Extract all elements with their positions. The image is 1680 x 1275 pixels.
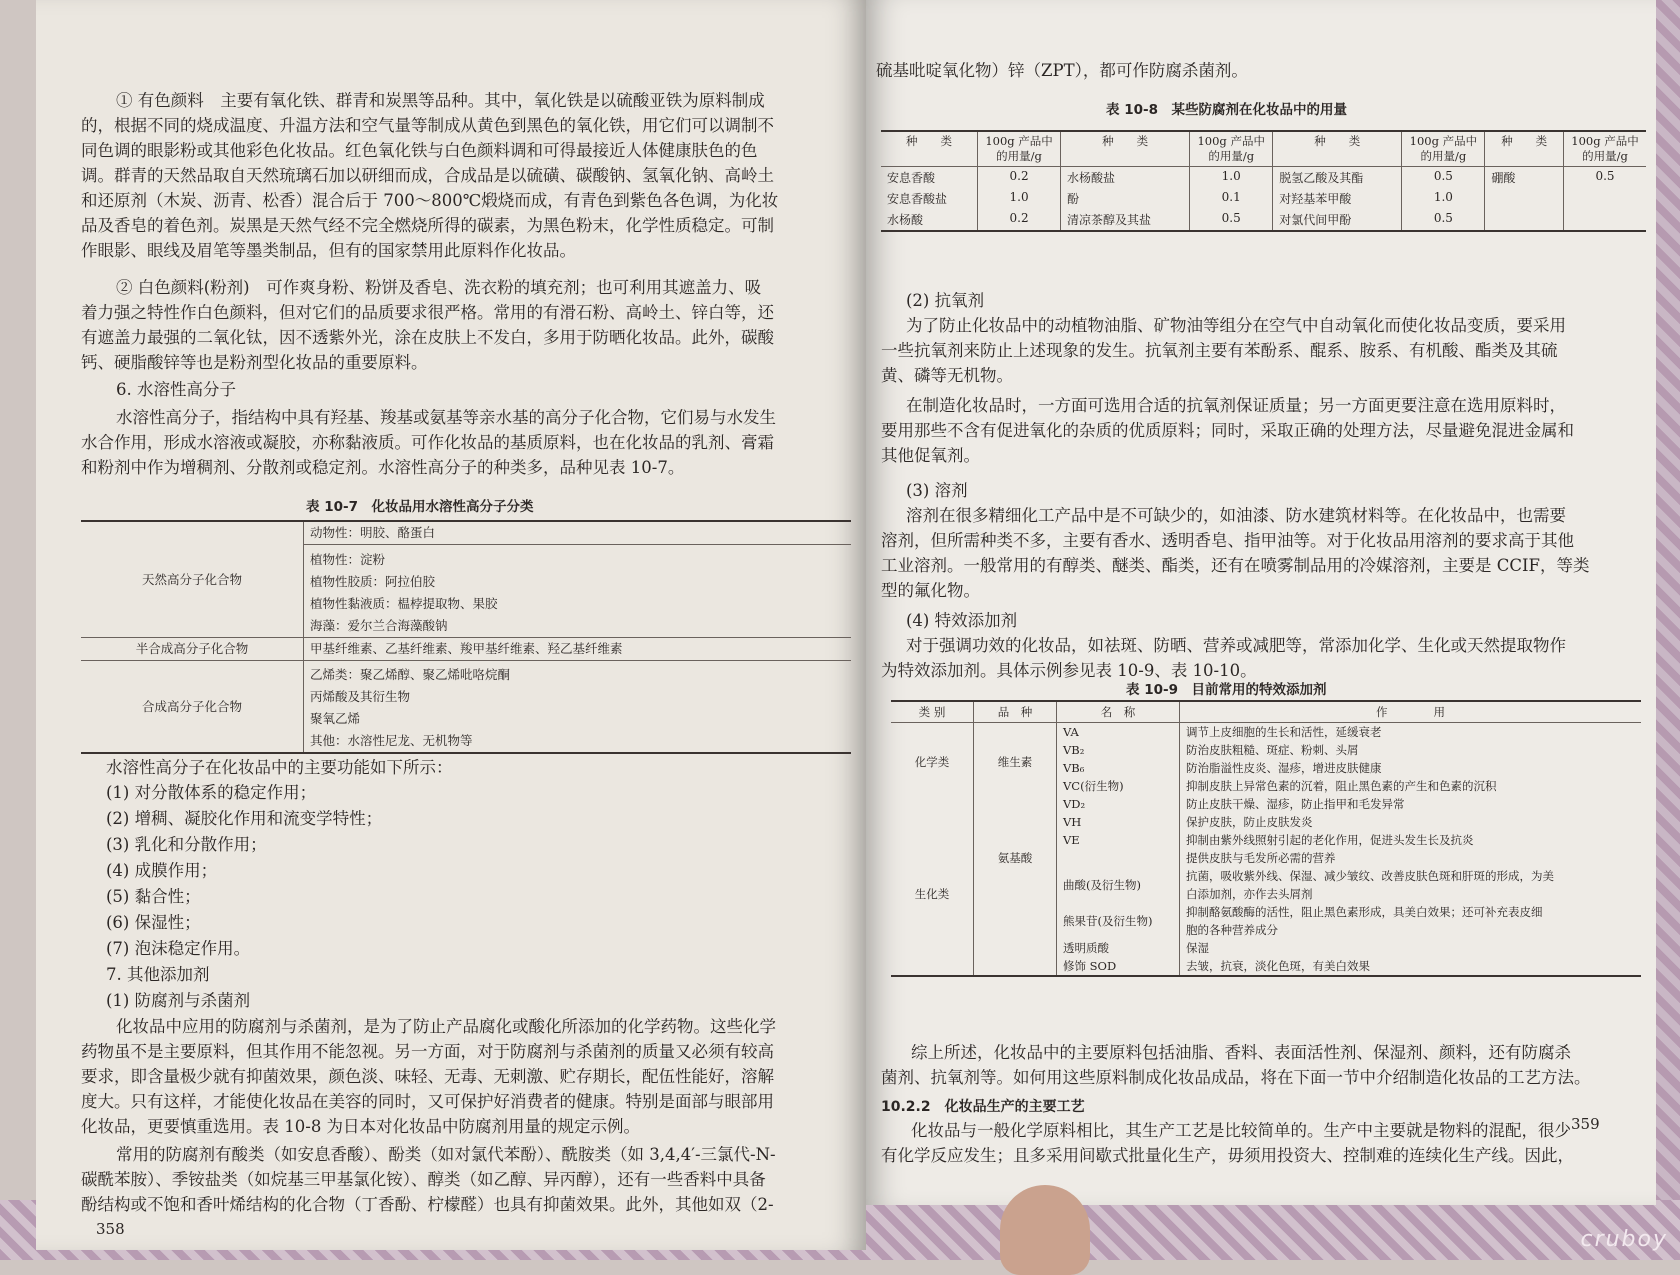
list-item: (7) 泡沫稳定作用。 xyxy=(106,939,251,958)
text-line: ① 有色颜料 主要有氧化铁、群青和炭黑等品种。其中，氧化铁是以硫酸亚铁为原料制成 xyxy=(116,91,765,110)
text-line: 碳酰苯胺）、季铵盐类（如烷基三甲基氯化铵）、醇类（如乙醇、异丙醇），还有一些香料中具备 xyxy=(81,1170,766,1189)
text-line: 常用的防腐剂有酸类（如安息香酸）、酚类（如对氯代苯酚）、酰胺类（如 3,4,4′-三氯代-N- xyxy=(116,1145,776,1164)
table-cell: 合成高分子化合物 xyxy=(81,661,304,754)
table-cell: 氨基酸 xyxy=(974,849,1057,867)
text-line: 着力强之特性作白色颜料，但对它们的品质要求很严格。常用的有滑石粉、高岭土、锌白等，还 xyxy=(81,303,774,322)
table-10-7-caption: 表 10-7 化妆品用水溶性高分子分类 xyxy=(306,499,534,515)
text-line: 菌剂、抗氧剂等。如何用这些原料制成化妆品成品，将在下面一节中介绍制造化妆品的工艺方法。 xyxy=(881,1068,1591,1087)
table-header: 种 类 xyxy=(1485,131,1564,167)
table-cell xyxy=(1564,209,1647,231)
page-number: 358 xyxy=(96,1220,125,1238)
table-cell: 维生素 xyxy=(974,723,1057,850)
text-line: 型的氟化物。 xyxy=(881,581,980,600)
table-row xyxy=(891,849,1641,867)
table-10-7 xyxy=(81,520,851,754)
table-cell: 半合成高分子化合物 xyxy=(81,638,304,661)
text-line: 一些抗氧剂来防止上述现象的发生。抗氧剂主要有苯酚系、醌系、胺系、有机酸、酯类及其硫 xyxy=(881,341,1558,360)
table-cell: 天然高分子化合物 xyxy=(81,521,304,638)
text-line: 化妆品中应用的防腐剂与杀菌剂，是为了防止产品腐化或酸化所添加的化学药物。这些化学 xyxy=(116,1017,776,1036)
table-cell xyxy=(974,867,1057,976)
subsection-heading: (1) 防腐剂与杀菌剂 xyxy=(106,991,251,1010)
list-item: (1) 对分散体系的稳定作用； xyxy=(106,783,317,802)
table-cell: 植物性黏液质：榅桲提取物、果胶 xyxy=(310,596,498,611)
table-cell: 安息香酸 xyxy=(881,167,978,189)
text-line: 度大。只有这样，才能使化妆品在美容的同时，又可保护好消费者的健康。特别是面部与眼部用 xyxy=(81,1092,774,1111)
table-cell: 保护皮肤，防止皮肤发炎 xyxy=(1186,815,1313,829)
table-cell: 0.1 xyxy=(1190,188,1273,209)
table-cell: VE xyxy=(1057,831,1180,849)
table-cell: VH xyxy=(1057,813,1180,831)
table-cell: 植物性：淀粉 xyxy=(310,552,386,567)
text-line: 水溶性高分子，指结构中具有羟基、羧基或氨基等亲水基的高分子化合物，它们易与水发生 xyxy=(116,408,776,427)
left-page xyxy=(36,0,866,1250)
table-10-8-caption: 表 10-8 某些防腐剂在化妆品中的用量 xyxy=(1106,102,1347,118)
table-header: 100g 产品中的用量/g xyxy=(1190,131,1273,167)
table-cell: 化学类 xyxy=(891,723,974,868)
table-row xyxy=(881,188,1646,209)
table-header: 100g 产品中的用量/g xyxy=(1564,131,1647,167)
table-header: 品 种 xyxy=(974,701,1057,723)
text-line: 作眼影、眼线及眉笔等墨类制品，但有的国家禁用此原料作化妆品。 xyxy=(81,241,576,260)
table-cell xyxy=(1057,849,1180,867)
table-cell: 1.0 xyxy=(1402,188,1485,209)
table-10-9-caption: 表 10-9 目前常用的特效添加剂 xyxy=(1126,682,1327,698)
table-cell: 曲酸(及衍生物) xyxy=(1057,867,1180,903)
table-header: 类 别 xyxy=(891,701,974,723)
thumb xyxy=(1000,1185,1090,1275)
text-line: 有遮盖力最强的二氧化钛，因不透紫外光，涂在皮肤上不发白，多用于防晒化妆品。此外，碳酸 xyxy=(81,328,774,347)
text-line: 药物虽不是主要原料，但其作用不能忽视。另一方面，对于防腐剂与杀菌剂的质量又必须有较高 xyxy=(81,1042,774,1061)
subsection-heading: (4) 特效添加剂 xyxy=(906,611,1018,630)
table-header: 100g 产品中的用量/g xyxy=(1402,131,1485,167)
table-header: 种 类 xyxy=(1061,131,1190,167)
table-cell: 对羟基苯甲酸 xyxy=(1273,188,1402,209)
table-cell: VB₆ xyxy=(1057,759,1180,777)
section-heading: 10.2.2 化妆品生产的主要工艺 xyxy=(881,1099,1085,1115)
table-cell: 动物性：明胶、酪蛋白 xyxy=(304,521,852,545)
subsection-heading: (3) 溶剂 xyxy=(906,481,968,500)
table-header: 种 类 xyxy=(1273,131,1402,167)
text-line: ② 白色颜料(粉剂) 可作爽身粉、粉饼及香皂、洗衣粉的填充剂；也可利用其遮盖力、吸 xyxy=(116,278,762,297)
table-cell: VC(衍生物) xyxy=(1057,777,1180,795)
text-line: 和粉剂中作为增稠剂、分散剂或稳定剂。水溶性高分子的种类多，品种见表 10-7。 xyxy=(81,458,685,477)
table-cell: 提供皮肤与毛发所必需的营养 xyxy=(1186,851,1336,865)
table-cell: VB₂ xyxy=(1057,741,1180,759)
table-cell: 其他：水溶性尼龙、无机物等 xyxy=(310,733,473,748)
page-number: 359 xyxy=(1571,1115,1600,1133)
text-line: 化妆品与一般化学原料相比，其生产工艺是比较简单的。生产中主要就是物料的混配，很少 xyxy=(911,1121,1571,1140)
table-cell: 防治皮肤粗糙、斑症、粉刺、头屑 xyxy=(1186,743,1359,757)
table-cell: 去皱，抗衰，淡化色斑，有美白效果 xyxy=(1186,959,1370,973)
table-cell xyxy=(1485,209,1564,231)
text-line: 黄、磷等无机物。 xyxy=(881,366,1013,385)
table-cell: 1.0 xyxy=(978,188,1061,209)
text-line: 综上所述，化妆品中的主要原料包括油脂、香料、表面活性剂、保湿剂、颜料，还有防腐杀 xyxy=(911,1043,1571,1062)
table-cell: 1.0 xyxy=(1190,167,1273,189)
table-row xyxy=(891,723,1641,742)
list-item: (6) 保湿性； xyxy=(106,913,201,932)
table-cell: 胞的各种营养成分 xyxy=(1186,923,1278,937)
right-page xyxy=(866,0,1656,1205)
text-line: 调。群青的天然品取自天然琉璃石加以研细而成，合成品是以硫磺、碳酸钠、氢氧化钠、高岭土 xyxy=(81,166,774,185)
table-cell: 对氯代间甲酚 xyxy=(1273,209,1402,231)
table-header: 100g 产品中的用量/g xyxy=(978,131,1061,167)
section-heading: 7. 其他添加剂 xyxy=(106,965,210,984)
table-cell: 水杨酸 xyxy=(881,209,978,231)
table-cell: 0.2 xyxy=(978,167,1061,189)
table-cell: 硼酸 xyxy=(1485,167,1564,189)
text-line: 在制造化妆品时，一方面可选用合适的抗氧剂保证质量；另一方面更要注意在选用原料时， xyxy=(906,396,1566,415)
table-cell: 抗菌，吸收紫外线、保湿、减少皱纹、改善皮肤色斑和肝斑的形成，为美 xyxy=(1186,869,1554,883)
table-cell: 植物性胶质：阿拉伯胶 xyxy=(310,574,436,589)
text-line: 溶剂，但所需种类不多，主要有香水、透明香皂、指甲油等。对于化妆品用溶剂的要求高于其他 xyxy=(881,531,1574,550)
table-cell: 0.5 xyxy=(1402,209,1485,231)
table-cell: 乙烯类：聚乙烯醇、聚乙烯吡咯烷酮 xyxy=(310,667,511,682)
text-line: 对于强调功效的化妆品，如祛斑、防晒、营养或减肥等，常添加化学、生化或天然提取物作 xyxy=(906,636,1566,655)
table-cell: 丙烯酸及其衍生物 xyxy=(310,689,411,704)
table-row xyxy=(891,867,1641,885)
text-line: 为特效添加剂。具体示例参见表 10-9、表 10-10。 xyxy=(881,661,1257,680)
table-cell xyxy=(1564,188,1647,209)
table-cell: 生化类 xyxy=(891,867,974,976)
table-cell: 聚氧乙烯 xyxy=(310,711,361,726)
text-line: 和还原剂（木炭、沥青、松香）混合后于 700～800℃煅烧而成，有青色到紫色各色调，为化妆 xyxy=(81,191,779,210)
table-10-8 xyxy=(881,130,1646,232)
text-line: 硫基吡啶氧化物）锌（ZPT），都可作防腐杀菌剂。 xyxy=(876,61,1248,80)
table-cell: 调节上皮细胞的生长和活性，延缓衰老 xyxy=(1186,725,1382,739)
table-cell: 抑制酪氨酸酶的活性，阻止黑色素形成，具美白效果；还可补充表皮细 xyxy=(1186,905,1543,919)
table-cell: 防治脂溢性皮炎、湿疹，增进皮肤健康 xyxy=(1186,761,1382,775)
table-cell: 白添加剂，亦作去头屑剂 xyxy=(1186,887,1313,901)
table-10-9 xyxy=(891,700,1641,977)
table-cell: 0.5 xyxy=(1402,167,1485,189)
watermark-text: cruboy xyxy=(1580,1227,1668,1252)
table-cell: 0.5 xyxy=(1595,169,1615,183)
table-header: 名 称 xyxy=(1057,701,1180,723)
text-line: 同色调的眼影粉或其他彩色化妆品。红色氧化铁与白色颜料调和可得最接近人体健康肤色的色 xyxy=(81,141,758,160)
text-line: 化妆品，更要慎重选用。表 10-8 为日本对化妆品中防腐剂用量的规定示例。 xyxy=(81,1117,641,1136)
table-cell: 抑制由紫外线照射引起的老化作用，促进头发生长及抗炎 xyxy=(1186,833,1474,847)
text-line: 酚结构或不饱和香叶烯结构的化合物（丁香酚、柠檬醛）也具有抑菌效果。此外，其他如双（2- xyxy=(81,1195,774,1214)
text-line: 品及香皂的着色剂。炭黑是天然气经不完全燃烧所得的碳素，为黑色粉末，化学性质稳定。可制 xyxy=(81,216,774,235)
text-line: 的，根据不同的烧成温度、升温方法和空气量等制成从黄色到黑色的氧化铁，用它们可以调制不 xyxy=(81,116,774,135)
text-line: 工业溶剂。一般常用的有醇类、醚类、酯类，还有在喷雾制品用的冷媒溶剂，主要是 CCIF，等类 xyxy=(881,556,1590,575)
table-cell: 甲基纤维素、乙基纤维素、羧甲基纤维素、羟乙基纤维素 xyxy=(304,638,852,661)
text-line: 水溶性高分子在化妆品中的主要功能如下所示： xyxy=(106,758,453,777)
list-item: (2) 增稠、凝胶化作用和流变学特性； xyxy=(106,809,383,828)
list-item: (4) 成膜作用； xyxy=(106,861,218,880)
text-line: 水合作用，形成水溶液或凝胶，亦称黏液质。可作化妆品的基质原料，也在化妆品的乳剂、膏霜 xyxy=(81,433,774,452)
table-cell: VA xyxy=(1057,723,1180,742)
table-cell: 保湿 xyxy=(1186,941,1209,955)
table-cell: 水杨酸盐 xyxy=(1061,167,1190,189)
subsection-heading: (2) 抗氧剂 xyxy=(906,291,985,310)
table-cell: 0.5 xyxy=(1190,209,1273,231)
table-cell: 0.2 xyxy=(978,209,1061,231)
table-cell: 透明质酸 xyxy=(1057,939,1180,957)
table-cell: 安息香酸盐 xyxy=(881,188,978,209)
table-row xyxy=(881,209,1646,231)
table-cell: 海藻：爱尔兰合海藻酸钠 xyxy=(304,615,852,638)
list-item: (5) 黏合性； xyxy=(106,887,201,906)
table-cell xyxy=(1485,188,1564,209)
table-row xyxy=(881,167,1646,189)
text-line: 其他促氧剂。 xyxy=(881,446,980,465)
table-cell: VD₂ xyxy=(1057,795,1180,813)
text-line: 有化学反应发生；且多采用间歇式批量化生产，毋须用投资大、控制难的连续化生产线。因此， xyxy=(881,1146,1574,1165)
text-line: 为了防止化妆品中的动植物油脂、矿物油等组分在空气中自动氧化而使化妆品变质，要采用 xyxy=(906,316,1566,335)
text-line: 溶剂在很多精细化工产品中是不可缺少的，如油漆、防水建筑材料等。在化妆品中，也需要 xyxy=(906,506,1566,525)
table-cell: 熊果苷(及衍生物) xyxy=(1057,903,1180,939)
table-cell: 修饰 SOD xyxy=(1057,957,1180,976)
table-cell: 防止皮肤干燥、湿疹，防止指甲和毛发异常 xyxy=(1186,797,1405,811)
table-cell: 酚 xyxy=(1061,188,1190,209)
table-header: 作 用 xyxy=(1180,701,1642,723)
section-heading: 6. 水溶性高分子 xyxy=(116,380,236,399)
text-line: 钙、硬脂酸锌等也是粉剂型化妆品的重要原料。 xyxy=(81,353,428,372)
list-item: (3) 乳化和分散作用； xyxy=(106,835,267,854)
table-header: 种 类 xyxy=(881,131,978,167)
text-line: 要求，即含量极少就有抑菌效果，颜色淡、味轻、无毒、无刺激、贮存期长，配伍性能好，溶解 xyxy=(81,1067,774,1086)
table-cell: 清凉茶醇及其盐 xyxy=(1061,209,1190,231)
text-line: 要用那些不含有促进氧化的杂质的优质原料；同时，采取正确的处理方法，尽量避免混进金属和 xyxy=(881,421,1574,440)
table-cell: 抑制皮肤上异常色素的沉着，阻止黑色素的产生和色素的沉积 xyxy=(1186,779,1497,793)
table-cell: 脱氢乙酸及其酯 xyxy=(1273,167,1402,189)
